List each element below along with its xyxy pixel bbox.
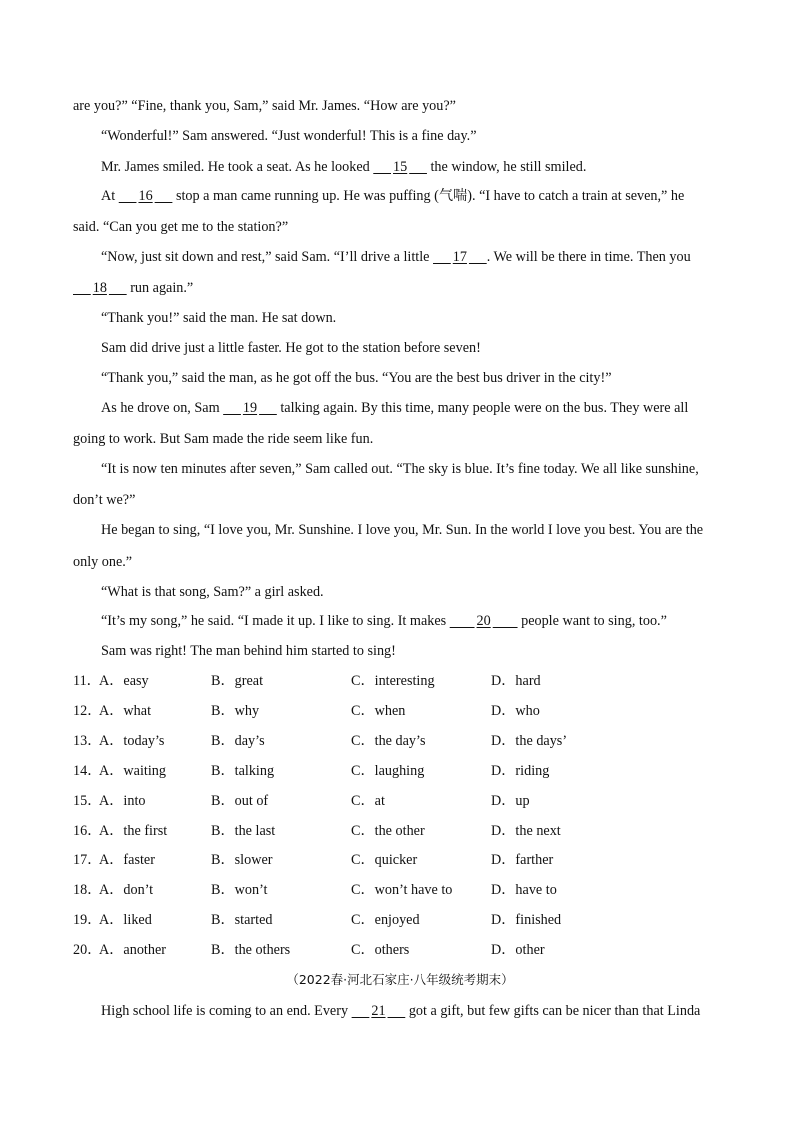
option-row-13 [73, 731, 733, 751]
passage-text: “It’s my song,” he said. “I made it up. I like to sing. It makes [101, 613, 447, 629]
option-b: B．started [211, 912, 273, 928]
passage-line: “What is that song, Sam?” a girl asked. [101, 584, 324, 600]
passage-line [101, 247, 691, 267]
passage-text: talking again. By this time, many people were on the bus. They were all [280, 400, 689, 416]
question-number: 20． [73, 942, 102, 958]
passage-line [101, 157, 586, 177]
option-b: B．out of [211, 793, 269, 809]
option-row-18 [73, 880, 733, 900]
option-a: A．liked [99, 912, 152, 928]
answer-blank-19: 19 [242, 400, 258, 416]
passage-line: are you?” “Fine, thank you, Sam,” said Mr. James. “How are you?” [73, 98, 456, 114]
option-row-15 [73, 791, 733, 811]
answer-blank-21: 21 [371, 1003, 386, 1019]
passage-text: “Now, just sit down and rest,” said Sam. “I’ll drive a little [101, 249, 430, 265]
option-a: A．what [99, 703, 152, 719]
option-c: C．the other [351, 823, 425, 839]
option-d: D．riding [491, 763, 550, 779]
option-d: D．the days’ [491, 733, 568, 749]
passage-line [101, 611, 667, 631]
question-number: 18． [73, 882, 102, 898]
question-number: 15． [73, 793, 102, 809]
option-a: A．easy [99, 673, 149, 689]
option-row-14 [73, 761, 733, 781]
answer-blank-18: 18 [92, 280, 107, 296]
answer-blank-16: 16 [138, 188, 153, 204]
option-b: B．great [211, 673, 264, 689]
option-c: C．won’t have to [351, 882, 453, 898]
option-a: A．into [99, 793, 146, 809]
option-c: C．quicker [351, 852, 418, 868]
option-c: C．interesting [351, 673, 435, 689]
option-row-19 [73, 910, 733, 930]
passage-text: As he drove on, Sam [101, 400, 220, 416]
option-a: A．the first [99, 823, 168, 839]
option-d: D．farther [491, 852, 554, 868]
passage-text: people want to sing, too.” [521, 613, 667, 629]
passage-line [101, 398, 688, 418]
passage-text: the window, he still smiled. [430, 159, 587, 175]
passage-line: “It is now ten minutes after seven,” Sam called out. “The sky is blue. It’s fine today. We all like sunshine, [101, 461, 699, 477]
option-a: A．don’t [99, 882, 154, 898]
option-row-20 [73, 940, 733, 960]
passage-line: said. “Can you get me to the station?” [73, 219, 289, 235]
question-number: 13． [73, 733, 102, 749]
option-d: D．finished [491, 912, 562, 928]
option-d: D．up [491, 793, 530, 809]
passage-text: At [101, 188, 116, 204]
option-row-16 [73, 821, 733, 841]
passage-line: going to work. But Sam made the ride seem like fun. [73, 431, 374, 447]
option-b: B．won’t [211, 882, 268, 898]
option-b: B．the others [211, 942, 291, 958]
option-b: B．day’s [211, 733, 265, 749]
passage-line: “Thank you,” said the man, as he got off the bus. “You are the best bus driver in the city!” [101, 370, 612, 386]
passage-line [101, 1001, 700, 1021]
question-number: 16． [73, 823, 102, 839]
passage-line [73, 278, 193, 298]
option-b: B．talking [211, 763, 275, 779]
passage-line: only one.” [73, 554, 133, 570]
question-number: 11． [73, 673, 101, 689]
question-number: 12． [73, 703, 102, 719]
option-c: C．when [351, 703, 406, 719]
question-number: 17． [73, 852, 102, 868]
option-a: A．today’s [99, 733, 165, 749]
answer-blank-17: 17 [452, 249, 467, 265]
option-d: D．who [491, 703, 540, 719]
option-a: A．waiting [99, 763, 166, 779]
option-d: D．other [491, 942, 545, 958]
option-row-12 [73, 701, 733, 721]
passage-line: don’t we?” [73, 492, 136, 508]
source-note: （2022春·河北石家庄·八年级统考期末） [286, 972, 514, 987]
option-d: D．hard [491, 673, 541, 689]
passage-line: “Wonderful!” Sam answered. “Just wonderful! This is a fine day.” [101, 128, 477, 144]
option-b: B．why [211, 703, 260, 719]
option-row-11 [73, 671, 733, 691]
option-b: B．the last [211, 823, 276, 839]
option-c: C．at [351, 793, 385, 809]
passage-line [101, 186, 684, 206]
passage-text: got a gift, but few gifts can be nicer than that Linda [408, 1003, 701, 1019]
passage-line: “Thank you!” said the man. He sat down. [101, 310, 337, 326]
passage-text: Mr. James smiled. He took a seat. As he looked [101, 159, 370, 175]
passage-text: . We will be there in time. Then you [486, 249, 691, 265]
answer-blank-15: 15 [393, 159, 408, 175]
option-c: C．the day’s [351, 733, 426, 749]
option-row-17 [73, 850, 733, 870]
passage-line: Sam was right! The man behind him started to sing! [101, 643, 396, 659]
question-number: 14． [73, 763, 102, 779]
passage-text: High school life is coming to an end. Every [101, 1003, 349, 1019]
option-d: D．the next [491, 823, 561, 839]
option-a: A．another [99, 942, 166, 958]
question-number: 19． [73, 912, 102, 928]
option-d: D．have to [491, 882, 557, 898]
passage-text: run again.” [130, 280, 194, 296]
option-a: A．faster [99, 852, 155, 868]
option-c: C．others [351, 942, 410, 958]
passage-line: He began to sing, “I love you, Mr. Sunshine. I love you, Mr. Sun. In the world I love you best. You are the [101, 522, 704, 538]
option-b: B．slower [211, 852, 273, 868]
passage-text: stop a man came running up. He was puffing (气喘). “I have to catch a train at seven,” he [175, 188, 685, 204]
passage-line: Sam did drive just a little faster. He got to the station before seven! [101, 340, 481, 356]
option-c: C．laughing [351, 763, 425, 779]
answer-blank-20: 20 [476, 613, 491, 629]
option-c: C．enjoyed [351, 912, 420, 928]
